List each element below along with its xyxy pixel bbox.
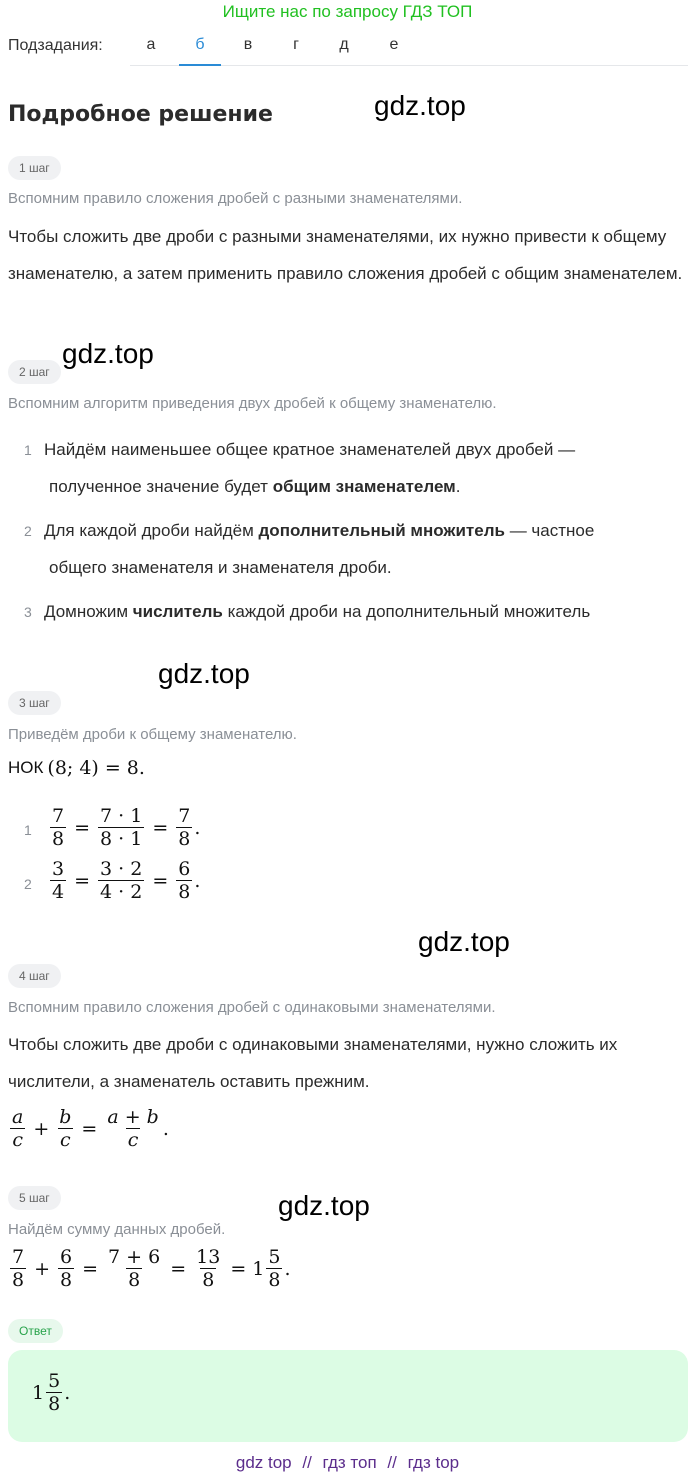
step-hint: Приведём дроби к общему знаменателю.	[8, 726, 297, 743]
step-text: Чтобы сложить две дроби с одинаковыми знаменателями, нужно сложить их числители, а знаменатель оставить прежним.	[8, 1035, 618, 1091]
list-number: 2	[24, 523, 32, 539]
watermark: gdz.top	[278, 1190, 370, 1221]
search-banner: Ищите нас по запросу ГДЗ ТОП	[222, 2, 473, 21]
answer-value: 1 $\frac{5}{8}$ .	[32, 1370, 71, 1415]
footer-links	[0, 1453, 695, 1473]
watermark: gdz.top	[62, 338, 154, 369]
list-item: Домножим числитель каждой дроби на дополнительный множитель	[44, 602, 591, 621]
footer-link[interactable]: гдз top	[407, 1453, 460, 1472]
step-badge: 2 шаг	[8, 360, 61, 384]
footer-separator: //	[302, 1453, 312, 1472]
list-item: Найдём наименьшее общее кратное знаменателей двух дробей —	[44, 440, 576, 459]
step-badge: 1 шаг	[8, 156, 61, 180]
list-item-continuation: общего знаменателя и знаменателя дроби.	[49, 558, 392, 577]
subtasks-label: Подзадания:	[8, 37, 103, 54]
subtasks-tabs	[130, 28, 688, 66]
step-hint: Вспомним алгоритм приведения двух дробей к общему знаменателю.	[8, 395, 497, 412]
footer-separator: //	[387, 1453, 397, 1472]
answer-badge: Ответ	[8, 1319, 63, 1343]
list-number: 2	[24, 876, 32, 892]
footer-link[interactable]: гдз топ	[322, 1453, 377, 1472]
page-title: Подробное решение	[8, 102, 273, 127]
subtask-tab-a[interactable]: а	[146, 36, 156, 53]
answer-box	[8, 1350, 688, 1442]
watermark: gdz.top	[374, 90, 466, 121]
subtask-tab-g[interactable]: г	[293, 36, 299, 53]
step-badge: 5 шаг	[8, 1186, 61, 1210]
list-number: 1	[24, 822, 32, 838]
step-hint: Найдём сумму данных дробей.	[8, 1221, 226, 1238]
footer-link[interactable]: gdz top	[235, 1453, 292, 1472]
subtask-tab-d[interactable]: д	[339, 36, 349, 53]
lcm-formula: НОК (8; 4) = 8 .	[8, 757, 145, 779]
watermark: gdz.top	[418, 926, 510, 957]
subtask-tab-e[interactable]: е	[389, 36, 399, 53]
list-item-continuation: полученное значение будет общим знаменателем.	[49, 477, 461, 496]
subtask-tab-v[interactable]: в	[243, 36, 253, 53]
fraction-conversion-2: $\frac{3}{4}$ = $\frac{3 \cdot 2}{4 \cdot 2}$ = $\frac{6}{8}$ .	[52, 858, 201, 903]
list-item: Для каждой дроби найдём дополнительный множитель — частное	[44, 521, 595, 540]
sum-formula: $\frac{7}{8}$ + $\frac{6}{8}$ = $\frac{7 + 6}{8}$ = $\frac{13}{8}$ = 1 $\frac{5}{8}$ .	[12, 1246, 291, 1291]
step-hint: Вспомним правило сложения дробей с одинаковыми знаменателями.	[8, 999, 496, 1016]
step-hint: Вспомним правило сложения дробей с разными знаменателями.	[8, 190, 463, 207]
subtask-tab-b[interactable]: б	[179, 36, 221, 66]
step-text: Чтобы сложить две дроби с разными знаменателями, их нужно привести к общему знаменателю, а затем применить правило сложения дробей с общим знаменателем.	[8, 227, 683, 283]
fraction-conversion-1: $\frac{7}{8}$ = $\frac{7 \cdot 1}{8 \cdot 1}$ = $\frac{7}{8}$ .	[52, 805, 201, 850]
list-number: 1	[24, 442, 32, 458]
step-badge: 3 шаг	[8, 691, 61, 715]
addition-rule-formula: $\frac{a}{c}$ + $\frac{b}{c}$ = $\frac{a + b}{c}$ .	[12, 1106, 169, 1151]
watermark: gdz.top	[158, 658, 250, 689]
step-badge: 4 шаг	[8, 964, 61, 988]
list-number: 3	[24, 604, 32, 620]
